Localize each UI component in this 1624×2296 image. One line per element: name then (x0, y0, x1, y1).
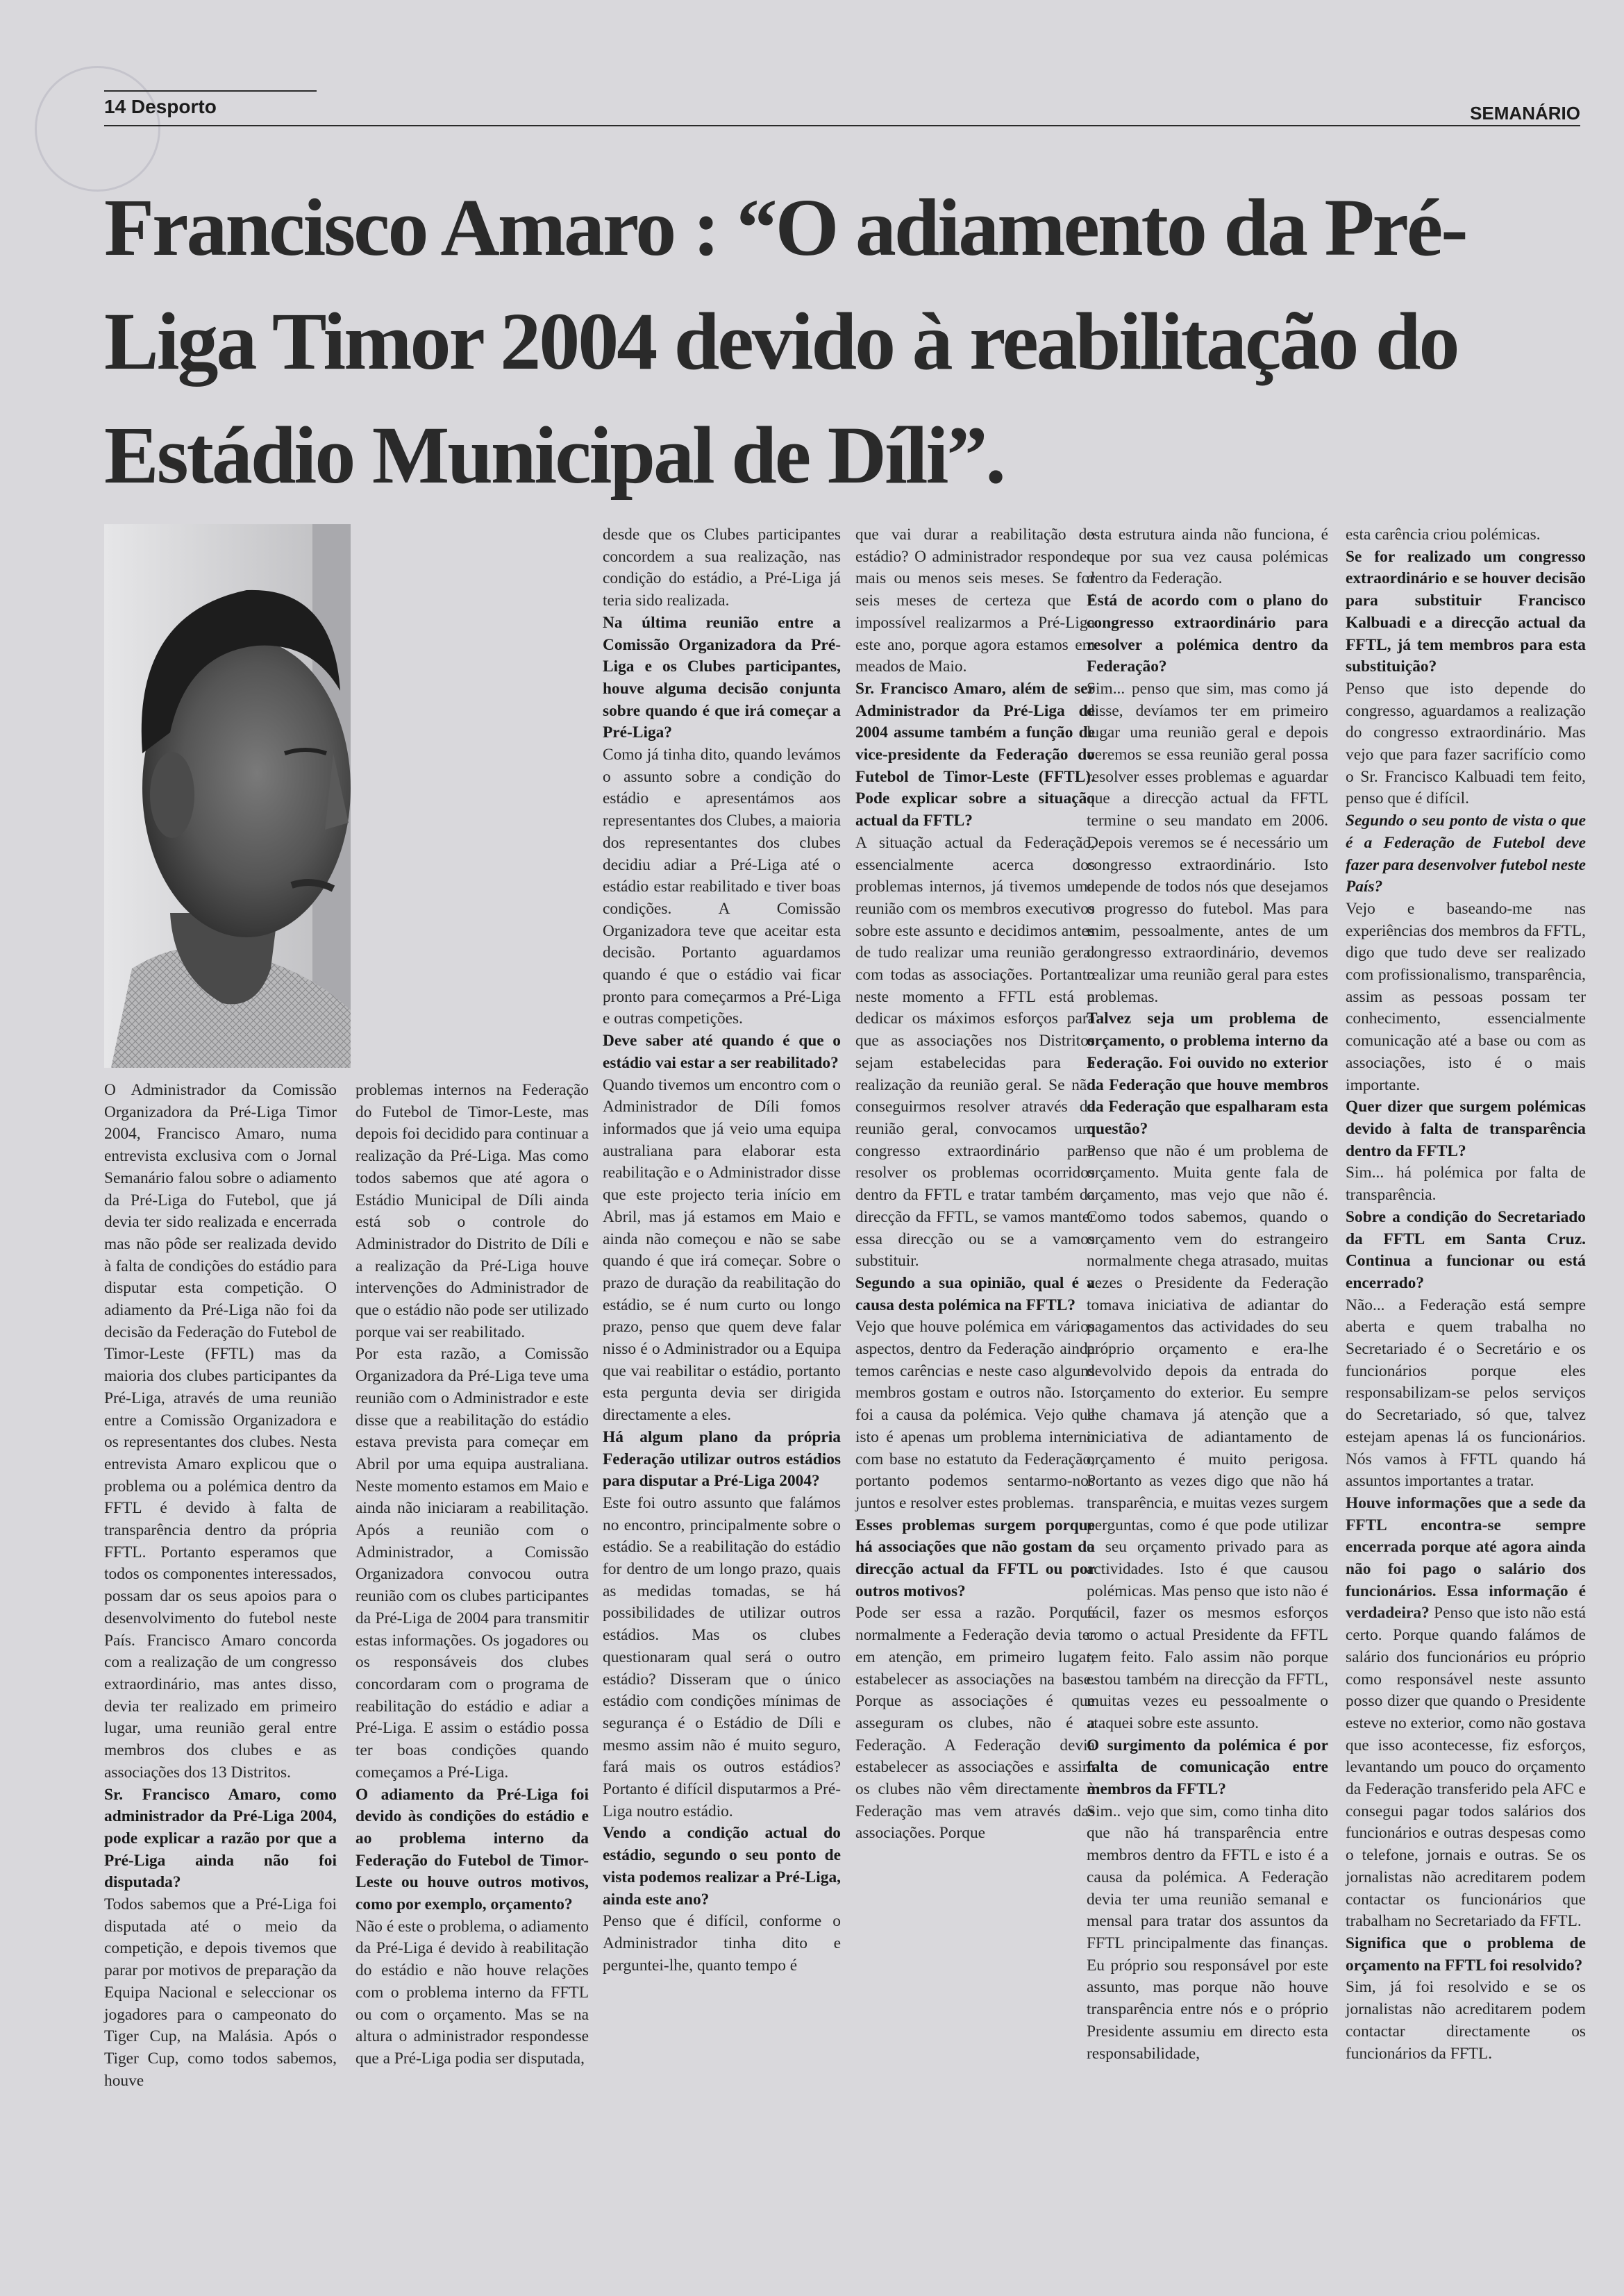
body-paragraph: problemas internos na Federação do Futebol de Timor-Leste, mas depois foi decidido para continuar a realização da Pré-Liga. Mas como todos sabemos que até agora o Estádio Municipal de Díli ainda está sob o controle do Administrador do Distrito de Díli e a realização da Pré-Liga houve intervenções do Administrador de que o estádio não pode ser utilizado porque vai ser reabilitado. (355, 1081, 589, 1341)
body-paragraph: Pode ser essa a razão. Porque normalmente a Federação devia ter em atenção, em primeiro lugar, estabelecer as associações na base. Porque as associações é que asseguram os clubes, não é a Federação. A Federação devia estabelecer as associações e assim os clubes não vêm directamente à Federação mas vem através das associações. Porque (855, 1604, 1095, 1843)
article-column-1 (104, 1080, 337, 2092)
article-column-2 (355, 1080, 589, 2070)
header-rule (104, 125, 1580, 126)
body-paragraph: A situação actual da Federação, essencialmente acerca dos problemas internos, já tivemos uma reunião com os membros executivos sobre este assunto e decidimos antes de tudo realizar uma reunião geral com todas as associações. Portanto neste momento a FFTL está a dedicar os máximos esforços para que as associações nos Distritos sejam estabelecidas para a realização da reunião geral. Se não conseguirmos resolver através de reunião geral, convocamos um congresso extraordinário para resolver os problemas ocorridos dentro da FFTL e tratar também da direcção da FFTL, se vamos manter essa direcção ou se a vamos substituir. (855, 833, 1095, 1271)
body-paragraph: Todos sabemos que a Pré-Liga foi disputada até o meio da competição, e depois tivemos que parar por motivos de preparação da Equipa Nacional e seleccionar os jogadores para o campeonato do Tiger Cup, na Malásia. Após o Tiger Cup, como todos sabemos, houve (104, 1895, 337, 2090)
body-paragraph: esta carência criou polémicas. (1346, 526, 1541, 544)
portrait-photo (104, 524, 351, 1068)
interview-question: Segundo o seu ponto de vista o que é a Federação de Futebol deve fazer para desenvolver futebol neste País? (1346, 812, 1586, 896)
interview-question: Talvez seja um problema de orçamento, o problema interno da Federação. Foi ouvido no exterior da Federação que houve membros da Federação que espalharam esta questão? (1087, 1009, 1328, 1138)
section-label: 14 Desporto (104, 96, 217, 117)
body-paragraph: desde que os Clubes participantes concordem a sua realização, nas condição do estádio, a Pré-Liga já teria sido realizada. (603, 526, 841, 610)
article-column-6 (1346, 524, 1586, 2065)
body-paragraph: Penso que isto depende do congresso, aguardamos a realização do congresso extraordinário. Mas vejo que para fazer sacrifício como o Sr. Francisco Kalbuadi tem feito, penso que é difícil. (1346, 679, 1586, 808)
interview-question: Quer dizer que surgem polémicas devido à falta de transparência dentro da FFTL? (1346, 1098, 1586, 1160)
interview-answer (1346, 1493, 1586, 1933)
body-paragraph: Não é este o problema, o adiamento da Pré-Liga é devido à reabilitação do estádio e não houve relações com o problema interno da FFTL ou com o orçamento. Mas se na altura o administrador respondesse que a Pré-Liga podia ser disputada, (355, 1917, 589, 2068)
body-paragraph: que vai durar a reabilitação do estádio? O administrador respondeu mais ou menos seis meses. Se for seis meses de certeza que é impossível realizarmos a Pré-Liga este ano, porque agora estamos em meados de Maio. (855, 526, 1095, 676)
body-paragraph: Quando tivemos um encontro com o Administrador de Díli fomos informados que já veio uma equipa australiana para elaborar esta reabilitação e o Administrador disse que este projecto teria início em Abril, mas já estamos em Maio e ainda não começou e não se sabe quando é que irá começar. Sobre o prazo de duração da reabilitação do estádio, se é num curto ou longo prazo, penso que quem deve falar nisso é o Administrador ou a Equipa que vai reabilitar o estádio, portanto esta pergunta devia ser dirigida directamente a eles. (603, 1075, 841, 1425)
article-column-4 (855, 524, 1095, 1845)
body-paragraph: Este foi outro assunto que falámos no encontro, principalmente sobre o estádio. Se a reabilitação do estádio for dentro de um longo prazo, quais as medidas tomadas, se há possibilidades de utilizar outros estádios. Mas os clubes questionaram qual será o outro estádio? Disseram que o único estádio com condições mínimas de segurança é o Estádio de Díli e mesmo assim não é muito seguro, fará mais os outros estádios? Portanto é difícil disputarmos a Pré-Liga noutro estádio. (603, 1493, 841, 1820)
portrait-illustration (104, 524, 351, 1068)
body-paragraph: Vejo que houve polémica em vários aspectos, dentro da Federação ainda temos carências e neste caso alguns membros gostam e outros não. Isto foi a causa da polémica. Vejo que isto é apenas um problema interno com base no estatuto da Federação, portanto podemos sentarmo-nos juntos e resolver estes problemas. (855, 1318, 1095, 1512)
body-paragraph: O Administrador da Comissão Organizadora da Pré-Liga Timor 2004, Francisco Amaro, numa entrevista exclusiva com o Jornal Semanário falou sobre o adiamento da Pré-Liga do Futebol, que já devia ter sido realizada e encerrada mas não pôde ser realizada devido à falta de condições do estádio para disputar esta competição. O adiamento da Pré-Liga não foi da decisão da Federação do Futebol de Timor-Leste (FFTL) mas da maioria dos clubes participantes da Pré-Liga, através de uma reunião entre a Comissão Organizadora e os representantes dos clubes. Nesta entrevista Amaro explicou que o problema ou a polémica dentro da FFTL é devido à falta de transparência dentro da própria FFTL. Portanto esperamos que todos os componentes interessados, possam dar os seus apoios para o desenvolvimento do futebol neste País. Francisco Amaro concorda com a realização de um congresso extraordinário, mas antes disso, devia ter realizado em primeiro lugar, uma reunião geral entre membros dos clubes e as associações dos 13 Distritos. (104, 1081, 337, 1782)
body-paragraph: Penso que não é um problema de orçamento. Muita gente fala de orçamento, mas vejo que não é. Como todos sabemos, quando o orçamento vem do estrangeiro normalmente chega atrasado, muitas vezes o Presidente da Federação tomava iniciativa de adiantar do pagamentos das actividades do seu próprio orçamento e era-lhe devolvido depois da entrada do orçamento do exterior. Eu sempre lhe chamava já atenção que a iniciativa de adiantamento de orçamento é muito perigosa. Portanto as vezes digo que não há transparência, e muitas vezes surgem perguntas, como é que pode utilizar o seu orçamento privado para as actividades. Isto é que causou polémicas. Mas penso que isto não é fácil, fazer os mesmos esforços como o actual Presidente da FFTL tem feito. Falo assim não porque estou também na direcção da FFTL, muitas vezes eu pessoalmente o ataquei sobre este assunto. (1087, 1141, 1328, 1732)
body-paragraph: Não... a Federação está sempre aberta e quem trabalha no Secretariado é o Secretário e os funcionários porque eles responsabilizam-se pelos serviços do Secretariado, só que, talvez estejam apenas lá os funcionários. Nós vamos à FFTL quando há assuntos importantes a tratar. (1346, 1296, 1586, 1491)
body-paragraph: Sim... penso que sim, mas como já disse, devíamos ter em primeiro lugar uma reunião geral e depois veremos se essa reunião geral possa resolver esses problemas e aguardar que a direcção actual da FFTL termine o seu mandato em 2006. Depois veremos se é necessário um congresso extraordinário. Isto depende de todos nós que desejamos o progresso do futebol. Mas para mim, pessoalmente, antes de um congresso extraordinário, devemos realizar uma reunião geral para estes problemas. (1087, 679, 1328, 1006)
body-paragraph: Sim... há polémica por falta de transparência. (1346, 1164, 1586, 1205)
answer-text: Penso que isto não está certo. Porque quando falámos de salário dos funcionários eu próprio como responsável neste assunto posso dizer que quando o Presidente esteve no exterior, como não gostava que isso acontecesse, fiz esforços, levantando um pouco do orçamento da Federação transferido pela AFC e consegui pagar todos salários dos funcionários e outras despesas como o telefone, jornais e outras. Se os jornalistas não acreditarem podem contactar os funcionários que trabalham no Secretariado da FFTL. (1346, 1604, 1586, 1931)
body-paragraph: esta estrutura ainda não funciona, é que por sua vez causa polémicas dentro da Federação. (1087, 526, 1328, 588)
interview-question: Se for realizado um congresso extraordinário e se houver decisão para substituir Francisco Kalbuadi e a direcção actual da FFTL, já tem membros para esta substituição? (1346, 547, 1586, 676)
body-paragraph: Como já tinha dito, quando levámos o assunto sobre a condição do estádio e apresentámos aos representantes dos Clubes, a maioria dos representantes dos clubes decidiu adiar a Pré-Liga até o estádio estar reabilitado e tiver boas condições. A Comissão Organizadora teve que aceitar esta decisão. Portanto aguardamos quando é que o estádio vai ficar pronto para começarmos a Pré-Liga e outras competições. (603, 746, 841, 1028)
interview-question: Houve informações que a sede da FFTL encontra-se sempre encerrada porque até agora ainda não foi pago o salário dos funcionários. Essa informação é verdadeira? (1346, 1493, 1586, 1623)
interview-question: Sr. Francisco Amaro, além de ser Administrador da Pré-Liga de 2004 assume também a função de vice-presidente da Federação do Futebol de Timor-Leste (FFTL). Pode explicar sobre a situação actual da FFTL? (855, 679, 1095, 830)
article-column-3 (603, 524, 841, 1977)
section-rule (104, 90, 317, 92)
masthead: SEMANÁRIO (1470, 103, 1580, 124)
body-paragraph: Sim, já foi resolvido e se os jornalistas não acreditarem podem contactar directamente os funcionários da FFTL. (1346, 1978, 1586, 2063)
interview-question: Há algum plano da própria Federação utilizar outros estádios para disputar a Pré-Liga 2004? (603, 1427, 841, 1491)
body-paragraph: Penso que é difícil, conforme o Administrador tinha dito e perguntei-lhe, quanto tempo é (603, 1912, 841, 1975)
body-paragraph: Sim.. vejo que sim, como tinha dito que não há transparência entre membros dentro da FFTL e isto é a causa da polémica. A Federação devia ter uma reunião semanal e mensal para tratar dos assuntos da FFTL principalmente das finanças. Eu próprio sou responsável por este assunto, mas porque não houve transparência entre nós e o próprio Presidente assumiu em directo esta responsabilidade, (1087, 1802, 1328, 2063)
interview-question: Significa que o problema de orçamento na FFTL foi resolvido? (1346, 1934, 1586, 1975)
interview-question: Vendo a condição actual do estádio, segundo o seu ponto de vista podemos realizar a Pré-Liga, ainda este ano? (603, 1824, 841, 1909)
interview-question: O adiamento da Pré-Liga foi devido às condições do estádio e ao problema interno da Federação do Futebol de Timor-Leste ou houve outros motivos, como por exemplo, orçamento? (355, 1785, 589, 1914)
interview-question: Deve saber até quando é que o estádio vai estar a ser reabilitado? (603, 1032, 841, 1072)
interview-question: Sobre a condição do Secretariado da FFTL em Santa Cruz. Continua a funcionar ou está encerrado? (1346, 1207, 1586, 1292)
body-paragraph: Por esta razão, a Comissão Organizadora da Pré-Liga teve uma reunião com o Administrador e este disse que a reabilitação do estádio estava prevista para começar em Abril por uma equipa australiana. Neste momento estamos em Maio e ainda não iniciaram a reabilitação. Após a reunião com o Administrador, a Comissão Organizadora convocou outra reunião com os clubes participantes da Pré-Liga de 2004 para transmitir estas informações. Os jogadores ou os responsáveis dos clubes concordaram com o programa de reabilitação do estádio e adiar a Pré-Liga. E assim o estádio possa ter boas condições quando começamos a Pré-Liga. (355, 1345, 589, 1782)
headline: Francisco Amaro : “O adiamento da Pré-Liga Timor 2004 devido à reabilitação do Estádio Municipal de Díli”. (104, 182, 1466, 501)
interview-question: Sr. Francisco Amaro, como administrador da Pré-Liga 2004, pode explicar a razão por que a Pré-Liga ainda não foi disputada? (104, 1785, 337, 1892)
interview-question: O surgimento da polémica é por falta de comunicação entre membros da FFTL? (1087, 1736, 1328, 1799)
interview-question: Esses problemas surgem porque há associações que não gostam da direcção actual da FFTL ou por outros motivos? (855, 1516, 1095, 1600)
interview-question: Segundo a sua opinião, qual é a causa desta polémica na FFTL? (855, 1273, 1095, 1314)
body-paragraph: Vejo e baseando-me nas experiências dos membros da FFTL, digo que tudo deve ser realizado com profissionalismo, transparência, assim as pessoas possam ter conhecimento, essencialmente comunicação até a base ou com as associações, isto é o mais importante. (1346, 899, 1586, 1094)
interview-question: Está de acordo com o plano do congresso extraordinário para resolver a polémica dentro da Federação? (1087, 592, 1328, 676)
interview-question: Na última reunião entre a Comissão Organizadora da Pré-Liga e os Clubes participantes, houve alguma decisão conjunta sobre quando é que irá começar a Pré-Liga? (603, 613, 841, 742)
article-column-5 (1087, 524, 1328, 2065)
